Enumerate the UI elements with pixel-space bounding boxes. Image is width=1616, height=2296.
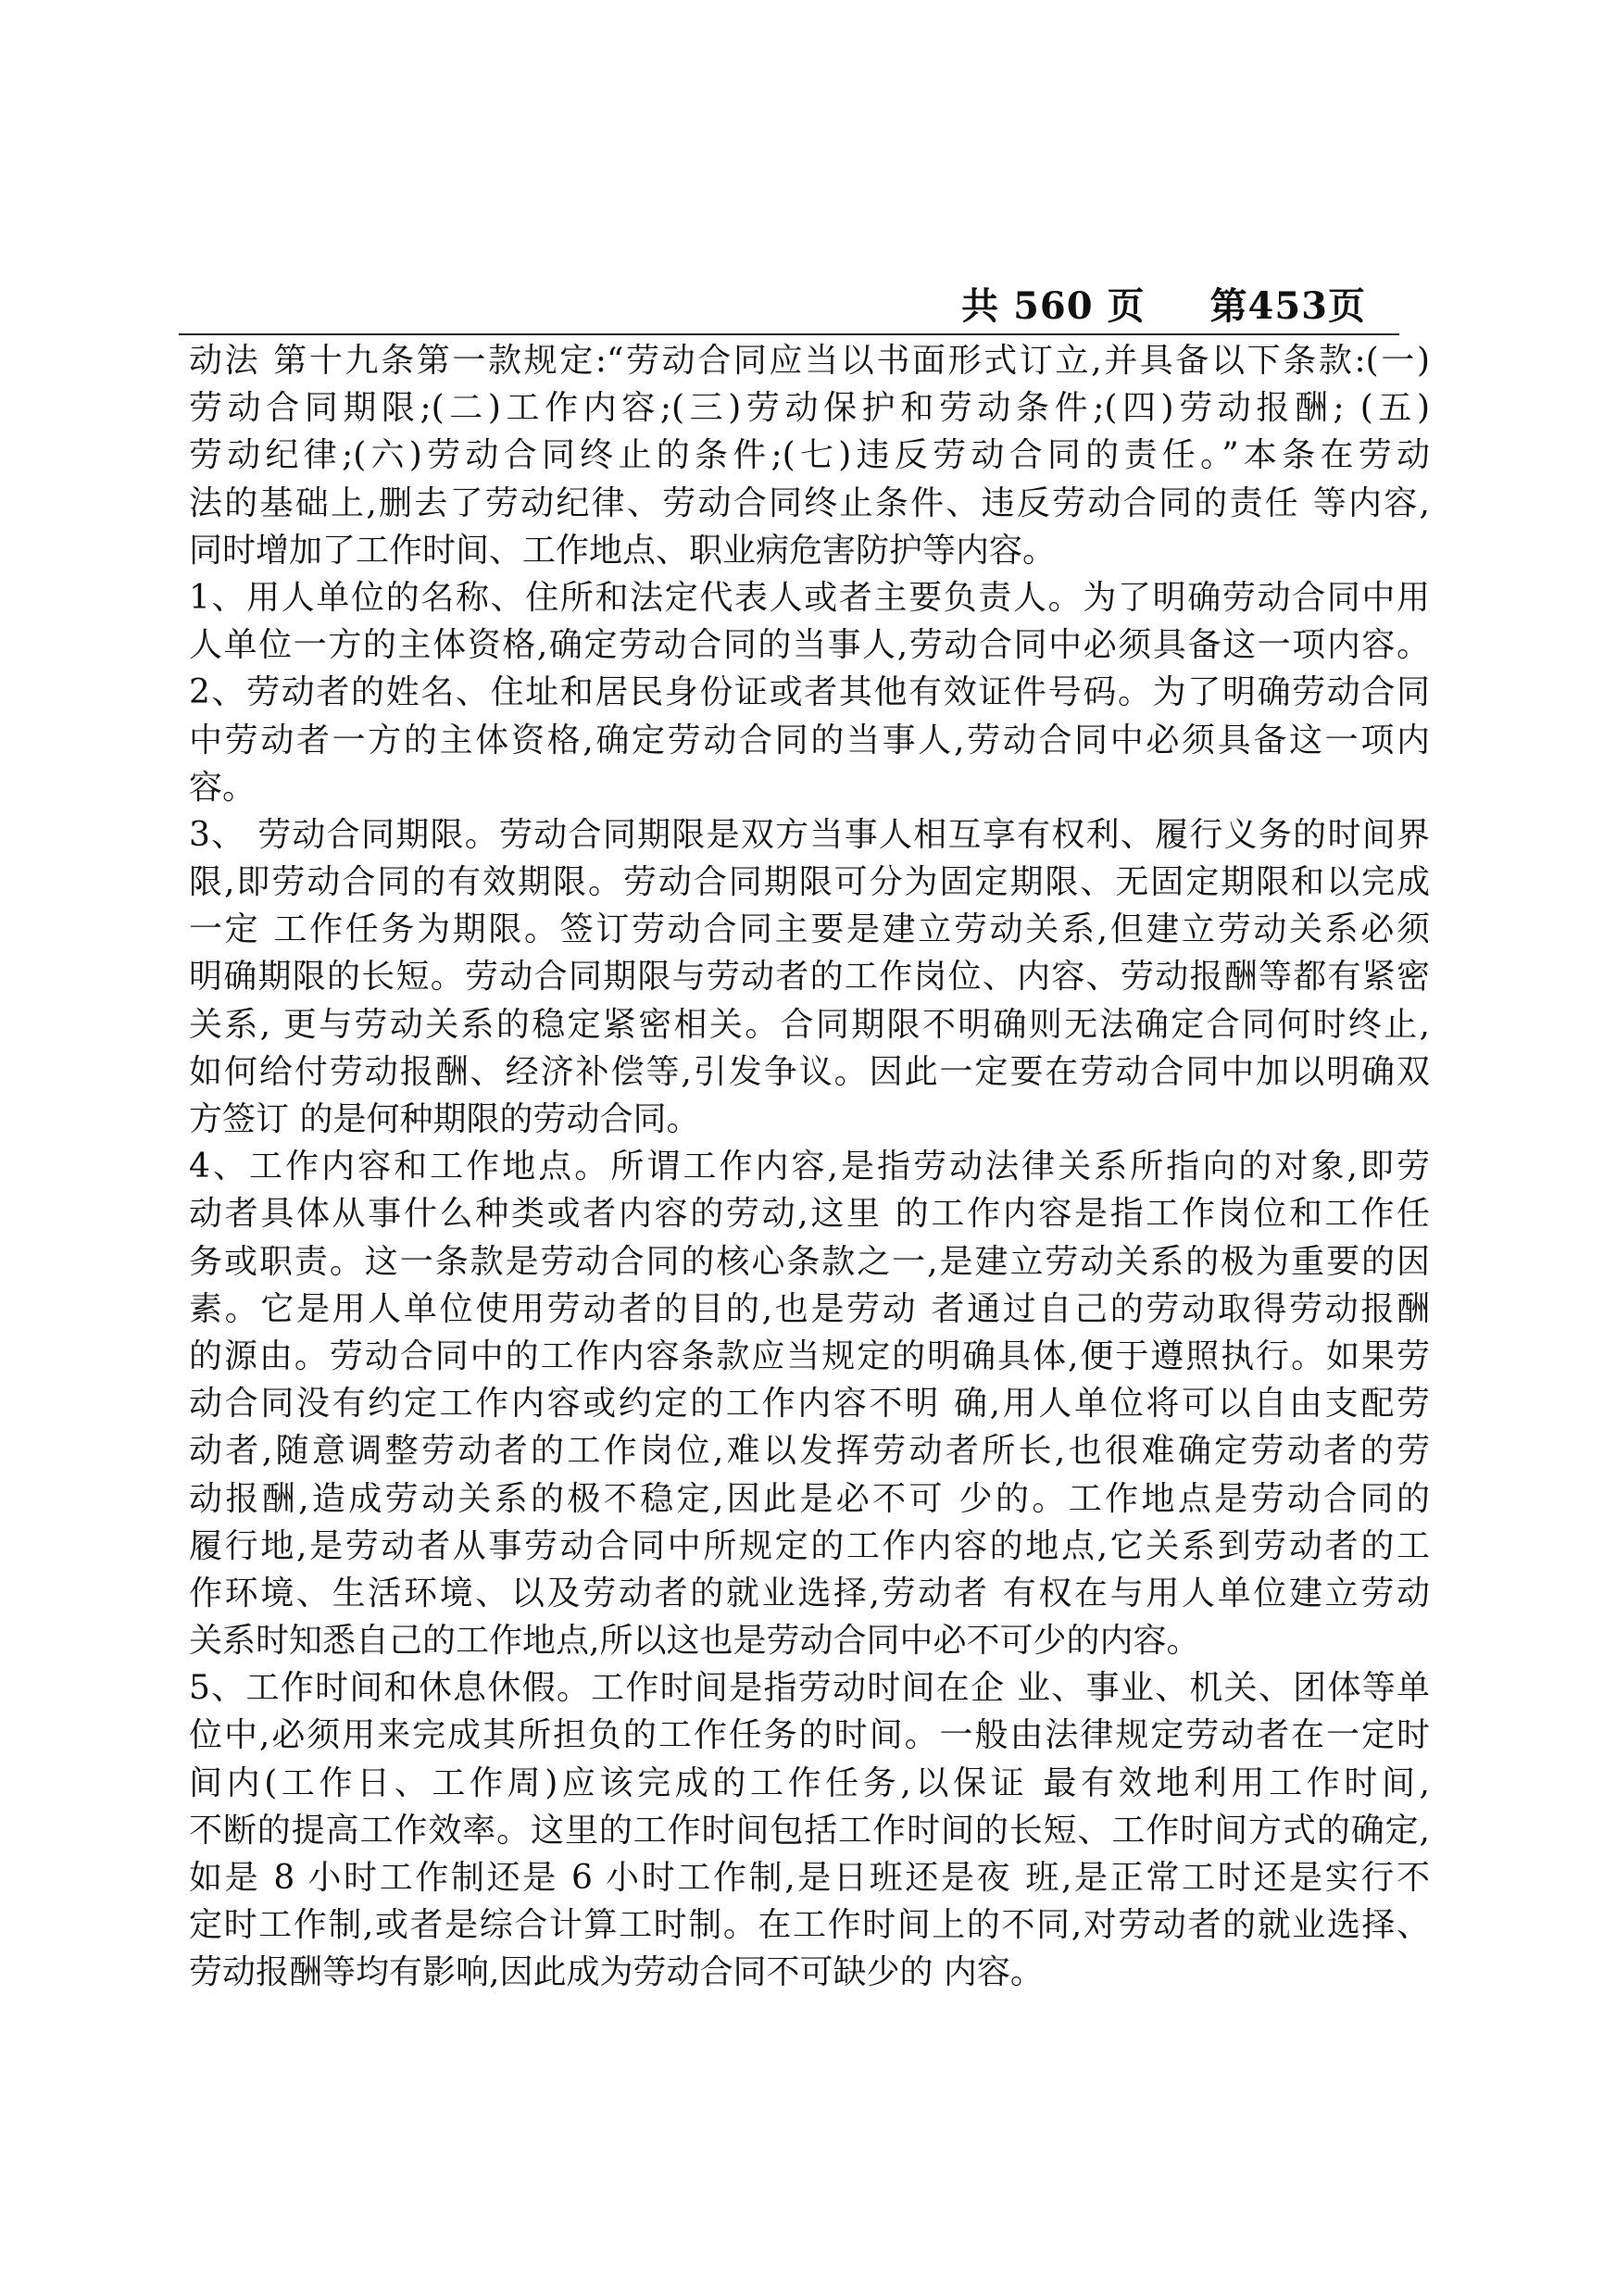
text-line: 容。 [189,768,257,807]
text-line: 劳动合同期限;(二)工作内容;(三)劳动保护和劳动条件;(四)劳动报酬; (五) [189,389,1430,428]
text-line: 动合同没有约定工作内容或约定的工作内容不明 确,用人单位将可以自由支配劳 [189,1385,1430,1424]
text-line: 人单位一方的主体资格,确定劳动合同的当事人,劳动合同中必须具备这一项内容。 [189,626,1430,665]
text-line: 明确期限的长短。劳动合同期限与劳动者的工作岗位、内容、劳动报酬等都有紧密 [189,958,1430,997]
text-line: 不断的提高工作效率。这里的工作时间包括工作时间的长短、工作时间方式的确定, [189,1811,1430,1850]
text-line: 中劳动者一方的主体资格,确定劳动合同的当事人,劳动合同中必须具备这一项内 [189,721,1430,759]
text-line: 素。它是用人单位使用劳动者的目的,也是劳动 者通过自己的劳动取得劳动报酬 [189,1289,1430,1328]
text-line: 关系时知悉自己的工作地点,所以这也是劳动合同中必不可少的内容。 [189,1622,1200,1661]
text-line: 一定 工作任务为期限。签订劳动合同主要是建立劳动关系,但建立劳动关系必须 [189,910,1430,949]
total-pages: 共 560 页 [961,284,1146,328]
text-line: 1、用人单位的名称、住所和法定代表人或者主要负责人。为了明确劳动合同中用 [189,578,1430,617]
page-info [961,277,1366,330]
text-line: 关系, 更与劳动关系的稳定紧密相关。合同期限不明确则无法确定合同何时终止, [189,1005,1430,1044]
text-line: 的源由。劳动合同中的工作内容条款应当规定的明确具体,便于遵照执行。如果劳 [189,1336,1430,1375]
text-line: 间内(工作日、工作周)应该完成的工作任务,以保证 最有效地利用工作时间, [189,1763,1430,1802]
text-line: 如是 8 小时工作制还是 6 小时工作制,是日班还是夜 班,是正常工时还是实行不 [189,1859,1430,1897]
text-line: 定时工作制,或者是综合计算工时制。在工作时间上的不同,对劳动者的就业选择、 [189,1906,1430,1945]
page-header [179,278,1399,335]
text-line: 限,即劳动合同的有效期限。劳动合同期限可分为固定期限、无固定期限和以完成 [189,863,1430,902]
text-line: 法的基础上,删去了劳动纪律、劳动合同终止条件、违反劳动合同的责任 等内容, [189,483,1430,522]
text-line: 同时增加了工作时间、工作地点、职业病危害防护等内容。 [189,531,1057,570]
text-line: 务或职责。这一条款是劳动合同的核心条款之一,是建立劳动关系的极为重要的因 [189,1242,1430,1281]
text-line: 方签订 的是何种期限的劳动合同。 [189,1100,700,1138]
text-line: 劳动纪律;(六)劳动合同终止的条件;(七)违反劳动合同的责任。”本条在劳动 [189,436,1430,475]
text-line: 动者具体从事什么种类或者内容的劳动,这里 的工作内容是指工作岗位和工作任 [189,1195,1430,1234]
text-line: 2、劳动者的姓名、住址和居民身份证或者其他有效证件号码。为了明确劳动合同 [189,673,1430,712]
text-line: 5、工作时间和休息休假。工作时间是指劳动时间在企 业、事业、机关、团体等单 [189,1669,1430,1708]
text-line: 动报酬,造成劳动关系的极不稳定,因此是必不可 少的。工作地点是劳动合同的 [189,1479,1430,1518]
current-page: 第453页 [1209,284,1366,328]
text-line: 动者,随意调整劳动者的工作岗位,难以发挥劳动者所长,也很难确定劳动者的劳 [189,1432,1430,1471]
text-line: 如何给付劳动报酬、经济补偿等,引发争议。因此一定要在劳动合同中加以明确双 [189,1052,1430,1091]
body-text [189,337,1430,1997]
text-line: 劳动报酬等均有影响,因此成为劳动合同不可缺少的 内容。 [189,1953,1044,1992]
text-line: 位中,必须用来完成其所担负的工作任务的时间。一般由法律规定劳动者在一定时 [189,1716,1430,1755]
text-line: 履行地,是劳动者从事劳动合同中所规定的工作内容的地点,它关系到劳动者的工 [189,1526,1430,1565]
text-line: 作环境、生活环境、以及劳动者的就业选择,劳动者 有权在与用人单位建立劳动 [189,1574,1430,1612]
text-line: 动法 第十九条第一款规定:“劳动合同应当以书面形式订立,并具备以下条款:(一) [189,342,1430,380]
text-line: 3、 劳动合同期限。劳动合同期限是双方当事人相互享有权利、履行义务的时间界 [189,815,1430,854]
text-line: 4、工作内容和工作地点。所谓工作内容,是指劳动法律关系所指向的对象,即劳 [189,1148,1430,1186]
